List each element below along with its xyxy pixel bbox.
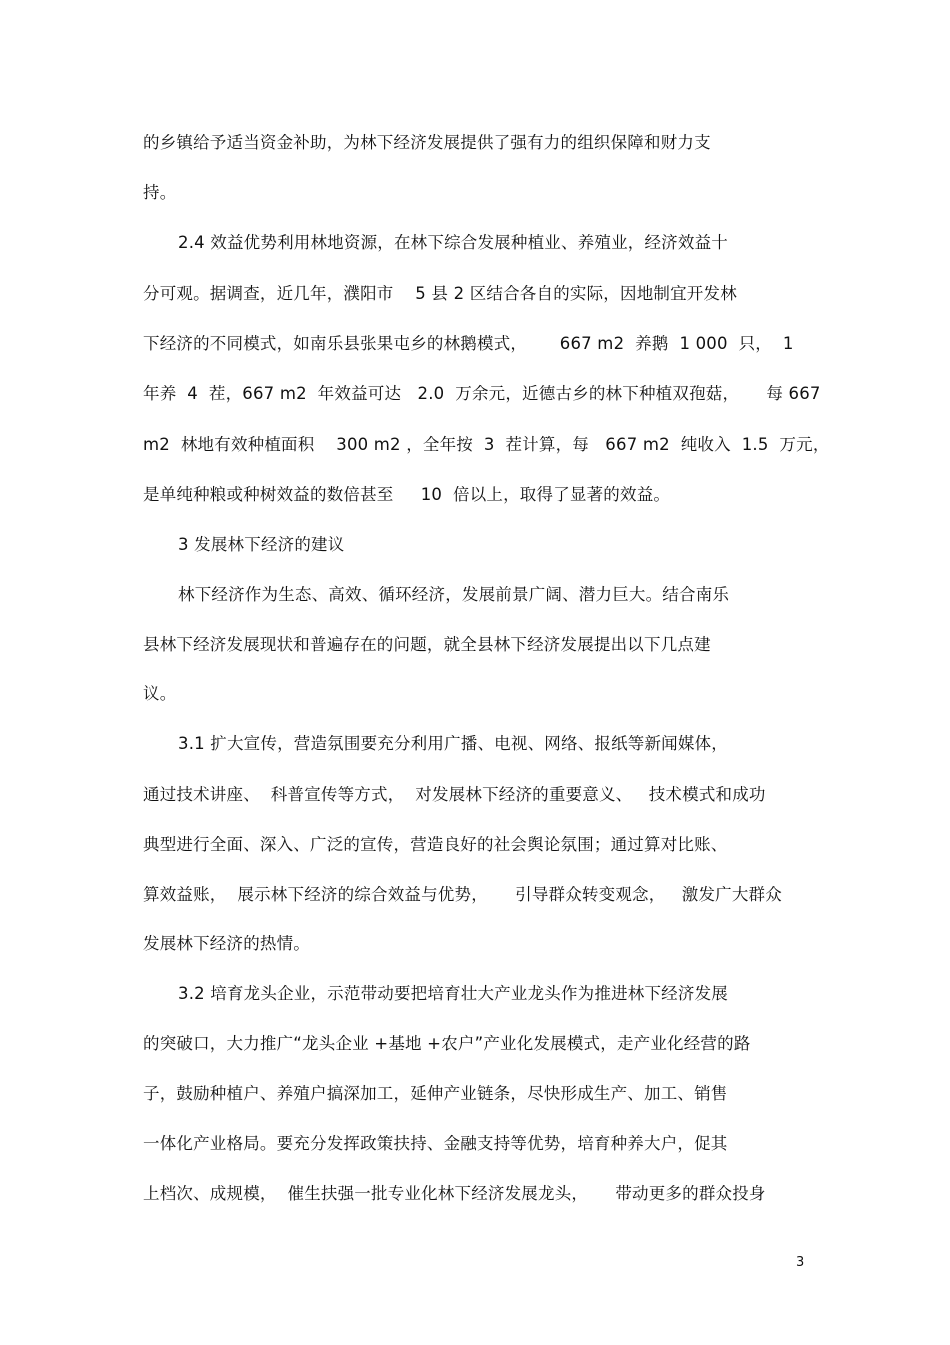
- section-3-2-text: 3.2 培育龙头企业，示范带动要把培育壮大产业龙头作为推进林下经济发展: [178, 984, 728, 1003]
- text-line: 年养 4 茬，667 m2 年效益可达 2.0 万余元，近德古乡的林下种植双孢菇， 每 667: [143, 384, 821, 403]
- text-line: 上档次、成规模， 催生扶强一批专业化林下经济发展龙头， 带动更多的群众投身: [143, 1184, 766, 1203]
- section-3-heading: 3 发展林下经济的建议: [178, 535, 345, 554]
- text-line: 通过技术讲座、 科普宣传等方式， 对发展林下经济的重要意义、 技术模式和成功: [143, 785, 766, 804]
- text-line: 分可观。据调查，近几年，濮阳市 5 县 2 区结合各自的实际，因地制宜开发林: [143, 284, 737, 303]
- text-line: 子，鼓励种植户、养殖户搞深加工，延伸产业链条，尽快形成生产、加工、销售: [143, 1084, 728, 1103]
- text-line: 的乡镇给予适当资金补助，为林下经济发展提供了强有力的组织保障和财力支: [143, 133, 711, 152]
- page-number: 3: [796, 1255, 805, 1270]
- text-line: 议。: [143, 684, 177, 703]
- text-line: m2 林地有效种植面积 300 m2 ，全年按 3 茬计算，每 667 m2 纯收入 1.5 万元，: [143, 435, 830, 454]
- section-3-1-text: 3.1 扩大宣传，营造氛围要充分利用广播、电视、网络、报纸等新闻媒体，: [178, 734, 728, 753]
- text-line: 县林下经济发展现状和普遍存在的问题，就全县林下经济发展提出以下几点建: [143, 635, 711, 654]
- text-line: 林下经济作为生态、高效、循环经济，发展前景广阔、潜力巨大。结合南乐: [178, 585, 730, 604]
- text-line: 算效益账， 展示林下经济的综合效益与优势， 引导群众转变观念， 激发广大群众: [143, 885, 782, 904]
- text-line: 发展林下经济的热情。: [143, 934, 310, 953]
- text-line: 的突破口，大力推广“龙头企业 +基地 +农户”产业化发展模式，走产业化经营的路: [143, 1034, 751, 1053]
- text-line: 一体化产业格局。要充分发挥政策扶持、金融支持等优势，培育种养大户，促其: [143, 1134, 728, 1153]
- text-line: 典型进行全面、深入、广泛的宣传，营造良好的社会舆论氛围；通过算对比账、: [143, 835, 728, 854]
- text-line: 下经济的不同模式，如南乐县张果屯乡的林鹅模式， 667 m2 养鹅 1 000 只， 1: [143, 334, 794, 353]
- text-line: 持。: [143, 183, 177, 202]
- section-2-4-text: 2.4 效益优势利用林地资源，在林下综合发展种植业、养殖业，经济效益十: [178, 233, 728, 252]
- text-line: 是单纯种粮或种树效益的数倍甚至 10 倍以上，取得了显著的效益。: [143, 485, 671, 504]
